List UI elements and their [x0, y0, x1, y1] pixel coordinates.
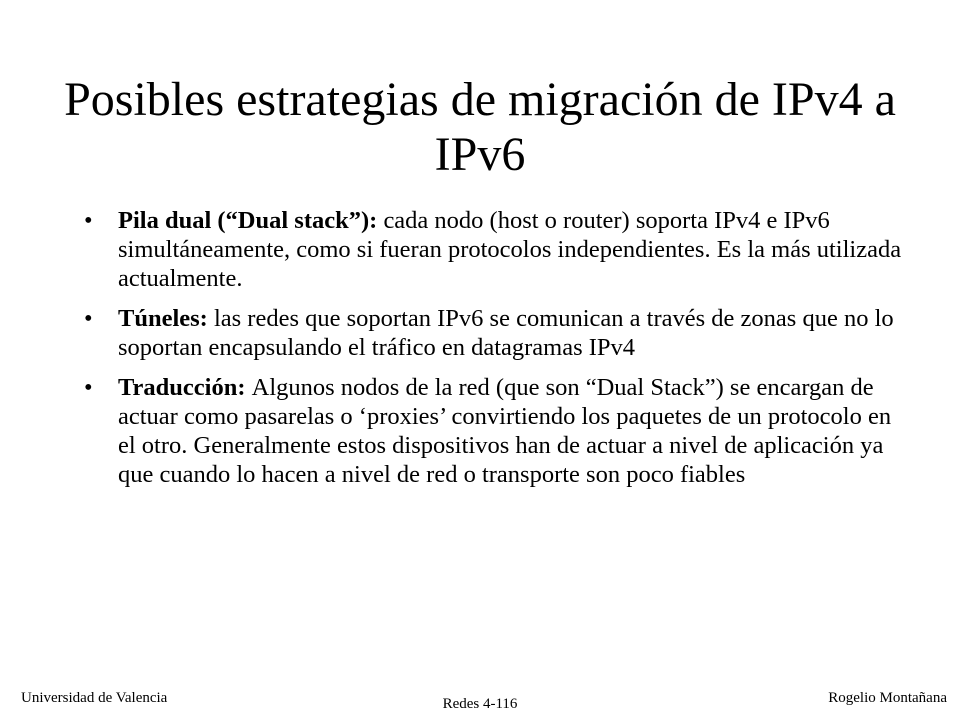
bullet-term: Pila dual (“Dual stack”):: [118, 207, 384, 234]
footer-author: Rogelio Montañana: [828, 690, 947, 706]
bullet-term: Traducción:: [118, 374, 252, 401]
bullet-text: cada nodo (host o router) soporta IPv4 e IPv6 simultáneamente, como si fueran protocolos independientes. Es la más utilizada actualmente.: [118, 207, 902, 292]
bullet-text: Algunos nodos de la red (que son “Dual Stack”) se encargan de actuar como pasarelas o ‘proxies’ convirtiendo los paquetes de un protocolo en el otro. Generalmente estos dispositivos han de actuar a nivel de aplicación ya que cuando lo hacen a nivel de red o transporte son poco fiables: [118, 374, 892, 488]
bullet-icon: •: [84, 374, 93, 401]
bullet-icon: •: [84, 305, 93, 332]
bullet-text: las redes que soportan IPv6 se comunican a través de zonas que no lo soportan encapsulando el tráfico en datagramas IPv4: [118, 305, 894, 361]
slide-title: Posibles estrategias de migración de IPv4 a IPv6: [64, 73, 896, 181]
footer-institution: Universidad de Valencia: [21, 690, 168, 706]
bullet-item-tunnels: [84, 304, 904, 362]
bullet-item-dual-stack: [84, 206, 904, 293]
bullet-term: Túneles:: [118, 305, 214, 332]
bullet-icon: •: [84, 207, 93, 234]
bullet-list: [84, 206, 904, 500]
bullet-item-translation: [84, 373, 904, 489]
footer-page-label: Redes 4-116: [442, 696, 518, 712]
